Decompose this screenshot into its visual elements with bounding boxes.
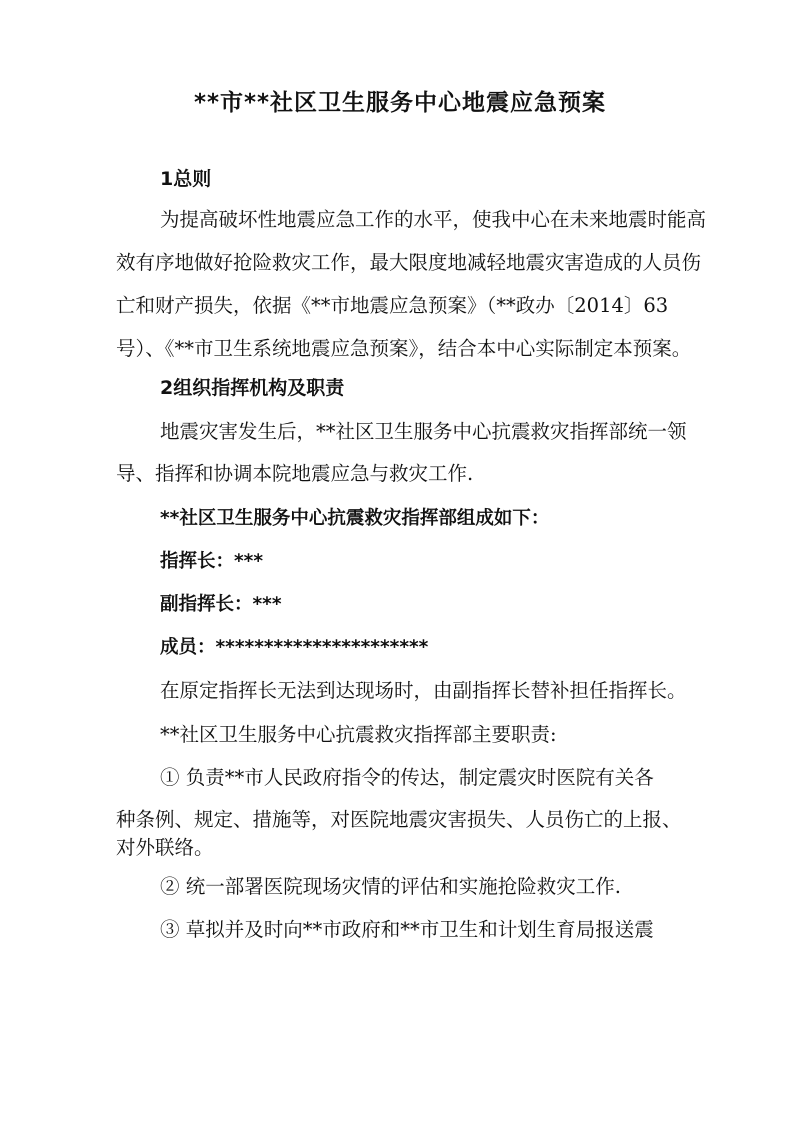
members-line: 成员：********************** — [160, 637, 429, 658]
duties-heading: **社区卫生服务中心抗震救灾指挥部主要职责: — [160, 723, 557, 746]
section-2-paragraph-line: 导、指挥和协调本院地震应急与救灾工作. — [116, 462, 474, 485]
section-1-paragraph-line: 为提高破坏性地震应急工作的水平，使我中心在未来地震时能高 — [160, 208, 707, 231]
substitute-note: 在原定指挥长无法到达现场时，由副指挥长替补担任指挥长。 — [160, 679, 687, 702]
section-1-heading: 1总则 — [160, 168, 212, 190]
section-2-paragraph-line: 地震灾害发生后，**社区卫生服务中心抗震救灾指挥部统一领 — [160, 420, 687, 443]
document-title: **市**社区卫生服务中心地震应急预案 — [193, 90, 607, 116]
duty-item-1-line: 种条例、规定、措施等，对医院地震灾害损失、人员伤亡的上报、 — [116, 808, 682, 831]
duty-item-1-line: ① 负责**市人民政府指令的传达，制定震灾时医院有关各 — [160, 766, 654, 789]
deputy-commander-line: 副指挥长：*** — [160, 594, 282, 615]
duty-item-1-line: 对外联络。 — [116, 836, 214, 859]
duty-item-2: ② 统一部署医院现场灾情的评估和实施抢险救灾工作. — [160, 875, 621, 898]
commander-line: 指挥长：*** — [160, 551, 264, 572]
composition-heading: **社区卫生服务中心抗震救灾指挥部组成如下： — [160, 508, 550, 529]
section-2-heading: 2组织指挥机构及职责 — [160, 377, 345, 399]
section-1-paragraph-line: 亡和财产损失，依据《**市地震应急预案》（**政办〔2014〕63 — [116, 294, 669, 317]
section-1-paragraph-line: 效有序地做好抢险救灾工作，最大限度地减轻地震灾害造成的人员伤 — [116, 251, 702, 274]
duty-item-3: ③ 草拟并及时向**市政府和**市卫生和计划生育局报送震 — [160, 918, 654, 941]
section-1-paragraph-line: 号）、《**市卫生系统地震应急预案》，结合本中心实际制定本预案。 — [116, 337, 692, 360]
